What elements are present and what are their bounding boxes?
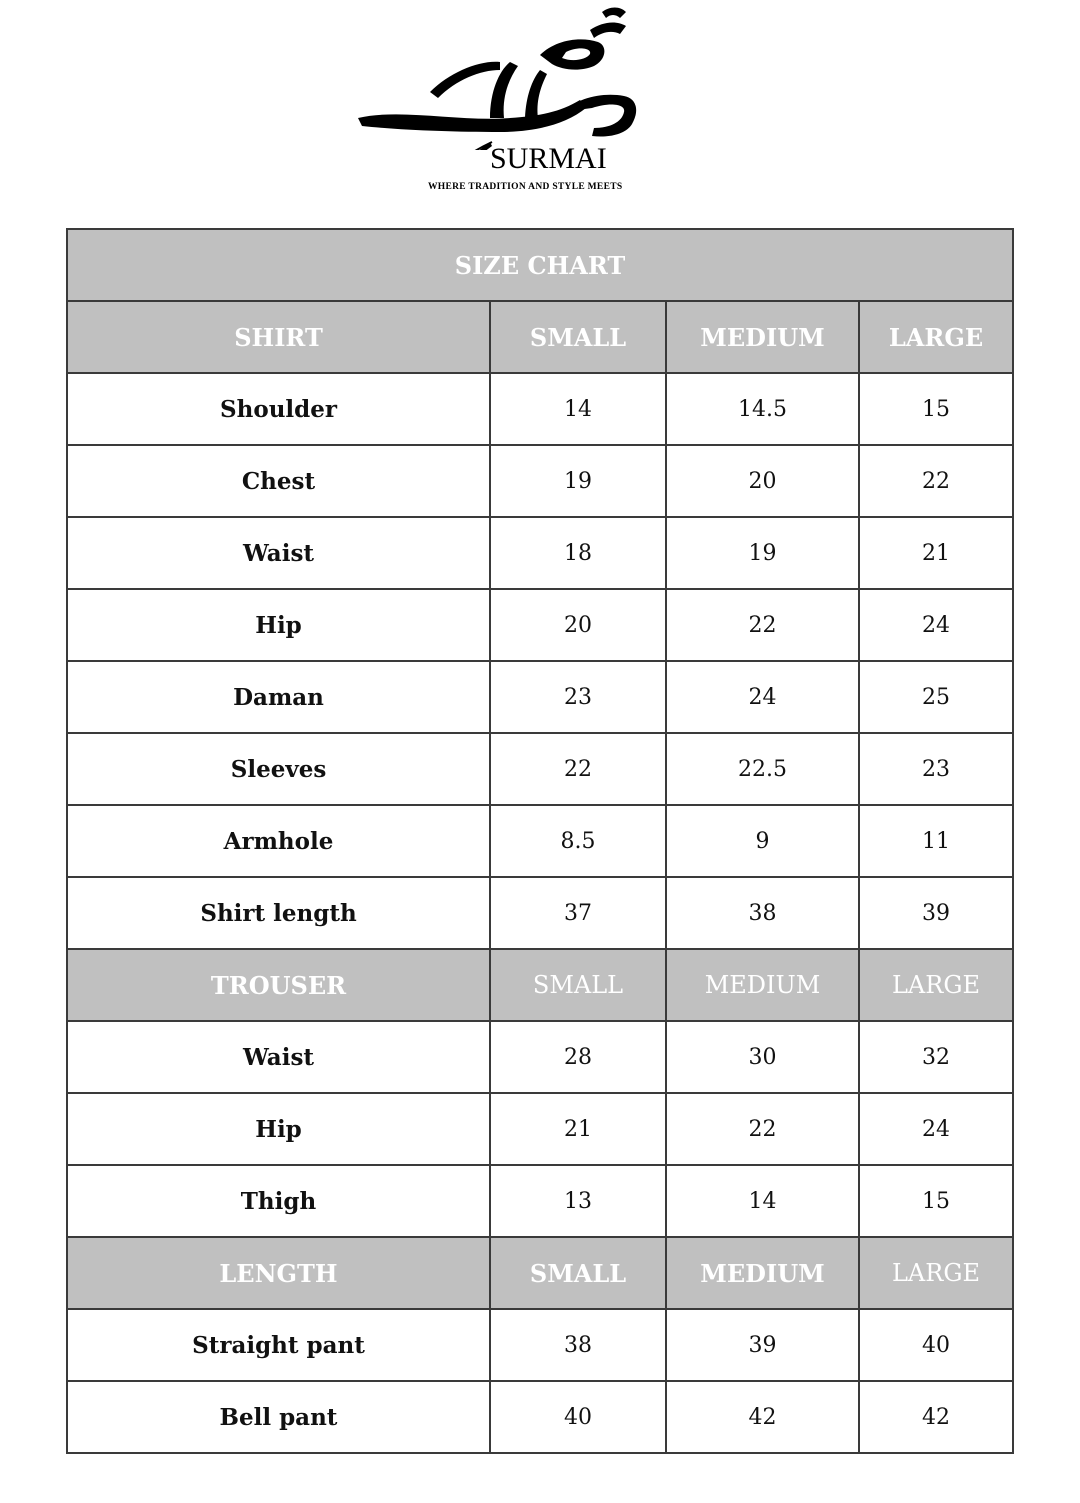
value-large: 24 xyxy=(859,1093,1013,1165)
section-label: SHIRT xyxy=(67,301,490,373)
measurement-label: Hip xyxy=(67,589,490,661)
table-row xyxy=(67,373,1013,445)
section-header-length xyxy=(67,1237,1013,1309)
measurement-label: Shoulder xyxy=(67,373,490,445)
value-small: 20 xyxy=(490,589,666,661)
table-row xyxy=(67,1165,1013,1237)
value-large: 22 xyxy=(859,445,1013,517)
measurement-label: Chest xyxy=(67,445,490,517)
section-label: TROUSER xyxy=(67,949,490,1021)
brand-tagline: WHERE TRADITION AND STYLE MEETS xyxy=(428,182,623,192)
value-large: 15 xyxy=(859,1165,1013,1237)
value-medium: 39 xyxy=(666,1309,859,1381)
column-large: LARGE xyxy=(859,949,1013,1021)
value-medium: 42 xyxy=(666,1381,859,1453)
value-small: 18 xyxy=(490,517,666,589)
value-large: 25 xyxy=(859,661,1013,733)
column-medium: MEDIUM xyxy=(666,949,859,1021)
measurement-label: Shirt length xyxy=(67,877,490,949)
brand-name: SURMAI xyxy=(490,142,607,175)
column-medium: MEDIUM xyxy=(666,1237,859,1309)
measurement-label: Waist xyxy=(67,517,490,589)
value-large: 24 xyxy=(859,589,1013,661)
measurement-label: Armhole xyxy=(67,805,490,877)
value-small: 14 xyxy=(490,373,666,445)
column-large: LARGE xyxy=(859,301,1013,373)
column-small: SMALL xyxy=(490,1237,666,1309)
value-small: 23 xyxy=(490,661,666,733)
value-large: 40 xyxy=(859,1309,1013,1381)
value-small: 37 xyxy=(490,877,666,949)
value-medium: 9 xyxy=(666,805,859,877)
value-large: 39 xyxy=(859,877,1013,949)
section-header-shirt xyxy=(67,301,1013,373)
value-medium: 22 xyxy=(666,589,859,661)
column-medium: MEDIUM xyxy=(666,301,859,373)
value-medium: 24 xyxy=(666,661,859,733)
table-row xyxy=(67,877,1013,949)
measurement-label: Straight pant xyxy=(67,1309,490,1381)
value-small: 8.5 xyxy=(490,805,666,877)
value-medium: 19 xyxy=(666,517,859,589)
value-small: 13 xyxy=(490,1165,666,1237)
size-chart-table xyxy=(66,228,1014,1454)
column-small: SMALL xyxy=(490,949,666,1021)
brand-logo xyxy=(340,0,660,205)
value-medium: 22 xyxy=(666,1093,859,1165)
table-row xyxy=(67,1021,1013,1093)
value-large: 23 xyxy=(859,733,1013,805)
section-label: LENGTH xyxy=(67,1237,490,1309)
value-small: 38 xyxy=(490,1309,666,1381)
table-row xyxy=(67,805,1013,877)
size-chart-title: SIZE CHART xyxy=(67,229,1013,301)
value-small: 28 xyxy=(490,1021,666,1093)
size-chart-title-row xyxy=(67,229,1013,301)
value-small: 21 xyxy=(490,1093,666,1165)
value-medium: 14.5 xyxy=(666,373,859,445)
measurement-label: Hip xyxy=(67,1093,490,1165)
column-small: SMALL xyxy=(490,301,666,373)
table-row xyxy=(67,517,1013,589)
value-medium: 20 xyxy=(666,445,859,517)
value-medium: 30 xyxy=(666,1021,859,1093)
value-small: 40 xyxy=(490,1381,666,1453)
measurement-label: Bell pant xyxy=(67,1381,490,1453)
section-header-trouser xyxy=(67,949,1013,1021)
table-row xyxy=(67,589,1013,661)
measurement-label: Daman xyxy=(67,661,490,733)
table-row xyxy=(67,661,1013,733)
surmai-calligraphy-logo xyxy=(340,0,660,150)
column-large: LARGE xyxy=(859,1237,1013,1309)
value-large: 21 xyxy=(859,517,1013,589)
value-small: 19 xyxy=(490,445,666,517)
value-medium: 22.5 xyxy=(666,733,859,805)
table-row xyxy=(67,445,1013,517)
value-large: 15 xyxy=(859,373,1013,445)
value-large: 32 xyxy=(859,1021,1013,1093)
value-large: 42 xyxy=(859,1381,1013,1453)
value-small: 22 xyxy=(490,733,666,805)
table-row xyxy=(67,1309,1013,1381)
value-large: 11 xyxy=(859,805,1013,877)
measurement-label: Thigh xyxy=(67,1165,490,1237)
table-row xyxy=(67,1381,1013,1453)
measurement-label: Waist xyxy=(67,1021,490,1093)
value-medium: 14 xyxy=(666,1165,859,1237)
value-medium: 38 xyxy=(666,877,859,949)
measurement-label: Sleeves xyxy=(67,733,490,805)
table-row xyxy=(67,1093,1013,1165)
table-row xyxy=(67,733,1013,805)
